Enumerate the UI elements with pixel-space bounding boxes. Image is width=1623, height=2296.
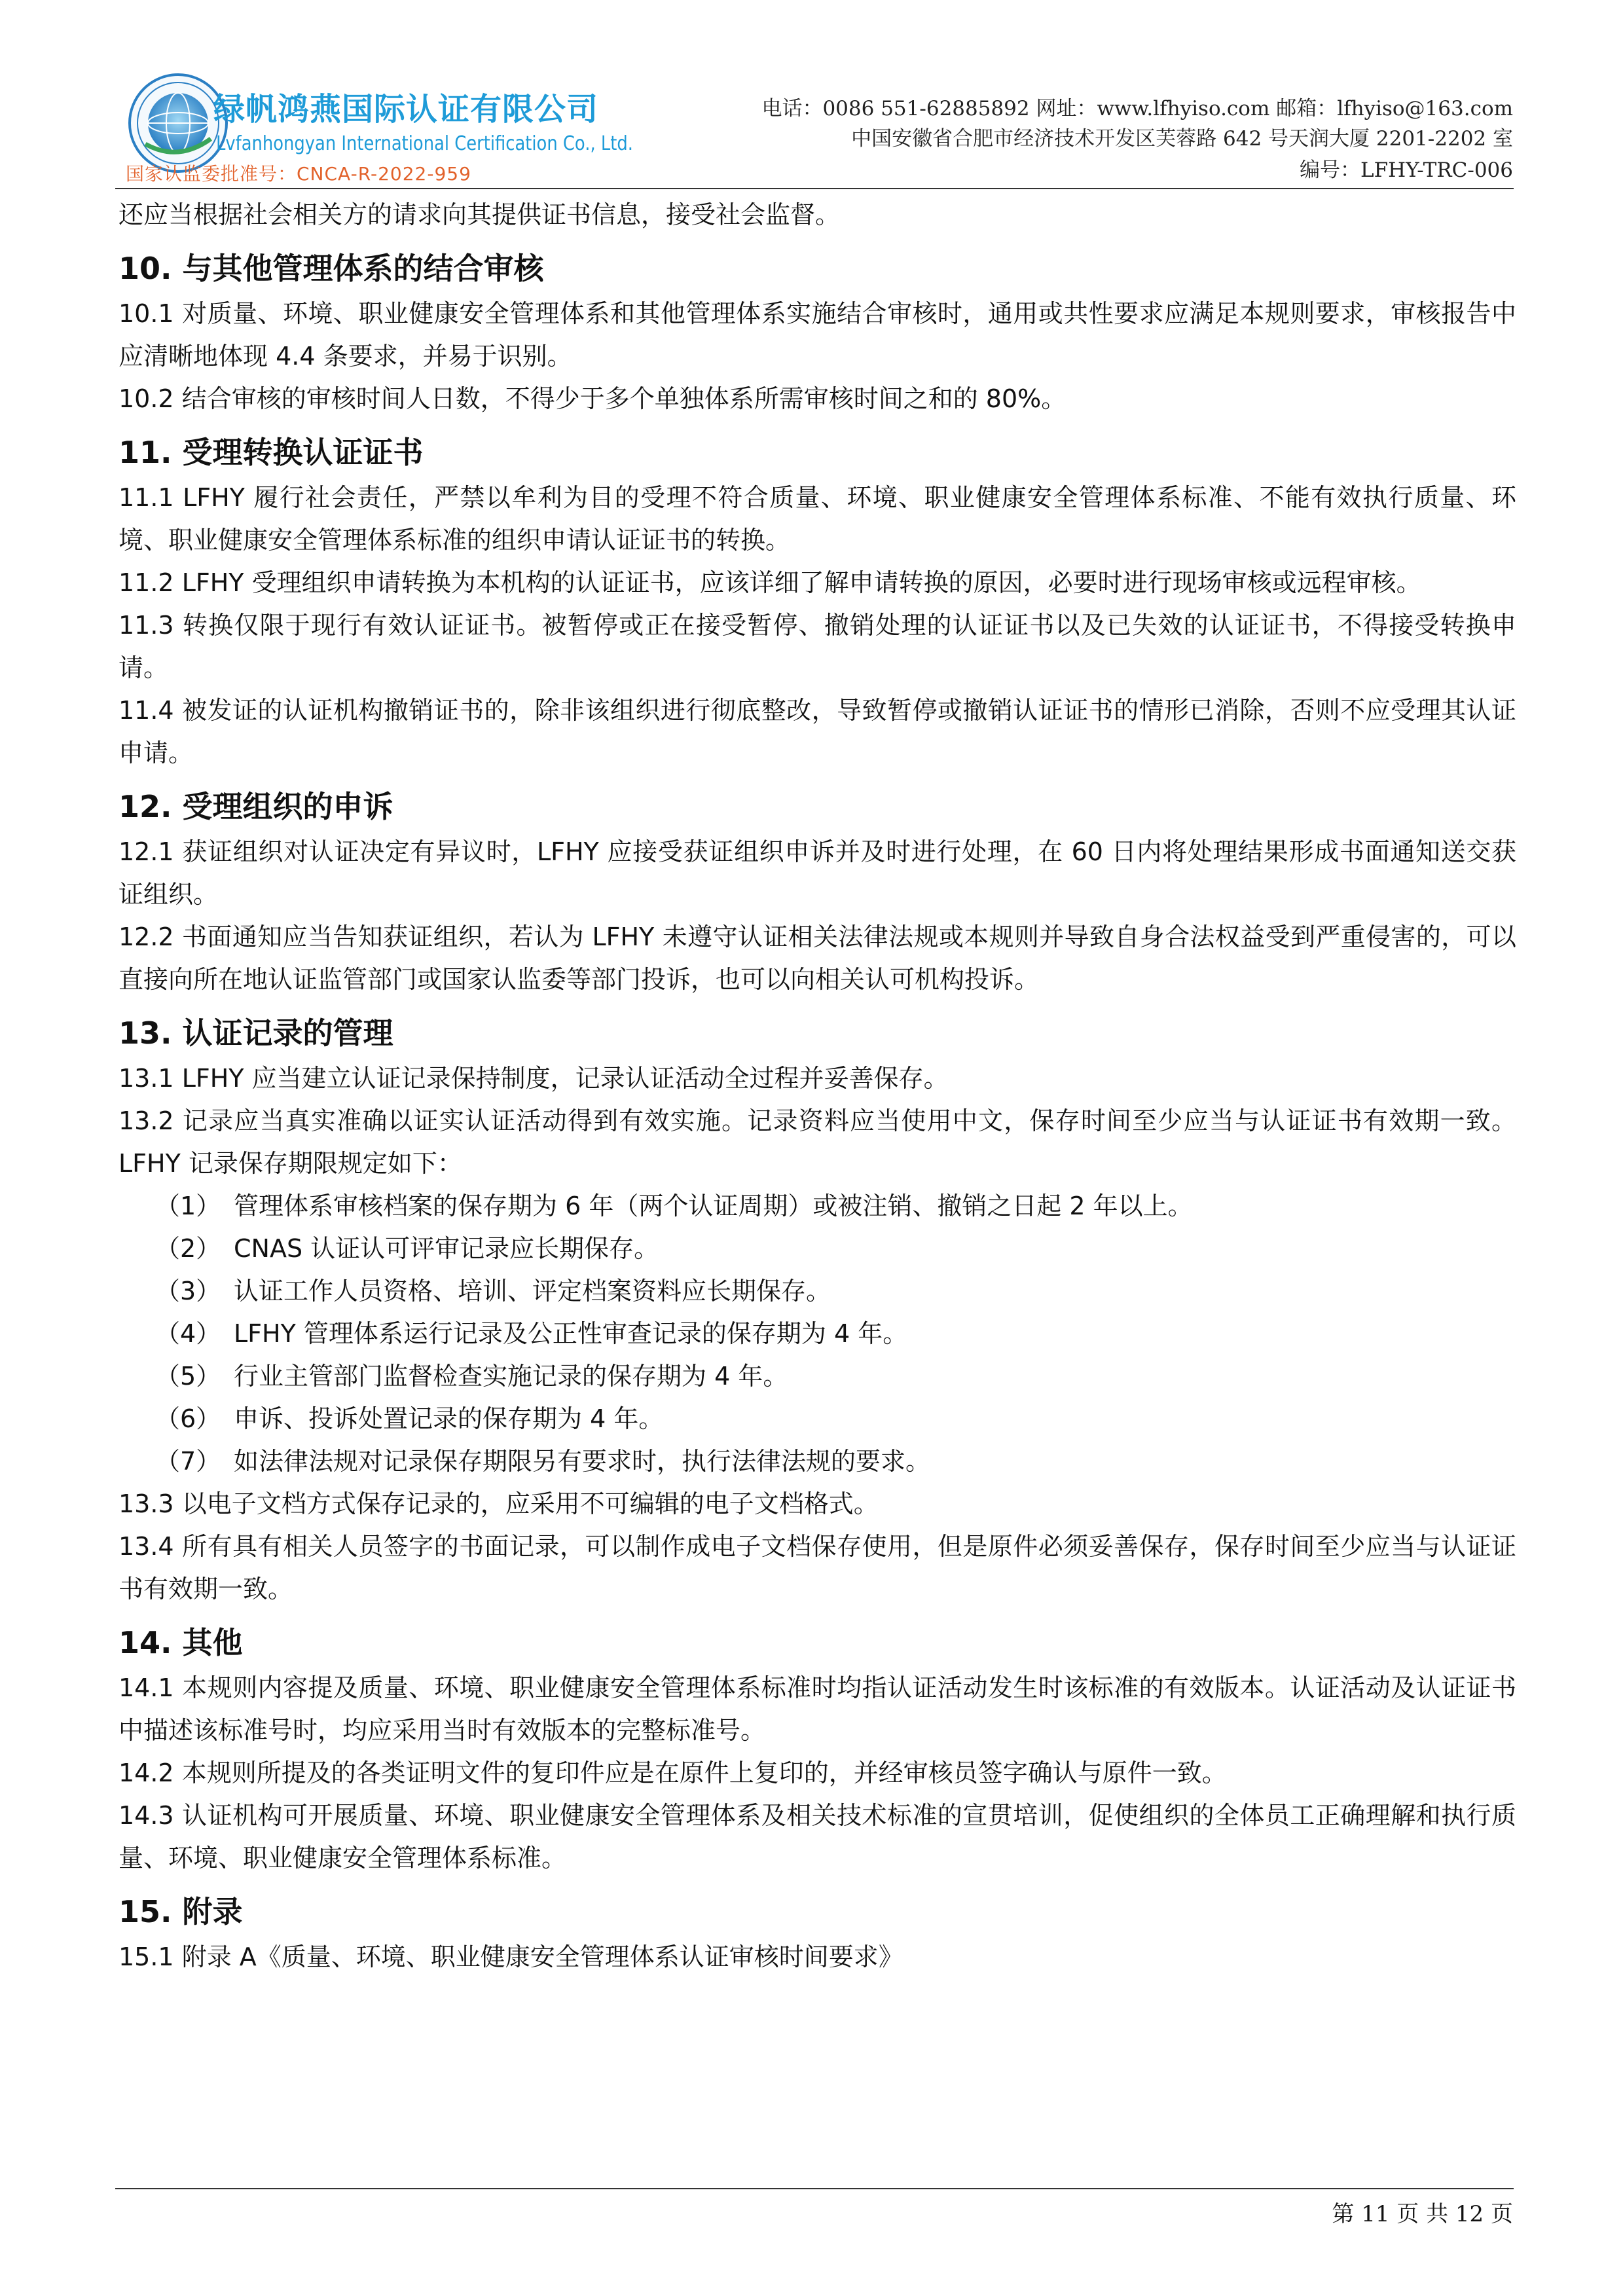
section-15-heading: 15. 附录 [119,1894,243,1929]
continuation-paragraph: 还应当根据社会相关方的请求向其提供证书信息，接受社会监督。 [119,200,841,229]
clause-12-2: 12.2 书面通知应当告知获证组织，若认为 LFHY 未遵守认证相关法律法规或本规则并导致自身合法权益受到严重侵害的，可以直接向所在地认证监管部门或国家认监委等部门投诉，也可以向相关认可机构投诉。 [119,922,1516,994]
list-item: （1） 管理体系审核档案的保存期为 6 年（两个认证周期）或被注销、撤销之日起 2 年以上。 [155,1192,1193,1220]
clause-14-2: 14.2 本规则所提及的各类证明文件的复印件应是在原件上复印的，并经审核员签字确认与原件一致。 [119,1758,1227,1787]
section-12-heading: 12. 受理组织的申诉 [119,789,393,824]
list-item: （7） 如法律法规对记录保存期限另有要求时，执行法律法规的要求。 [155,1447,931,1476]
document-body [119,194,1516,1978]
footer-divider [115,2188,1514,2189]
header-divider [115,188,1514,189]
list-item: （3） 认证工作人员资格、培训、评定档案资料应长期保存。 [155,1277,831,1305]
page-header [0,0,1623,196]
clause-13-4: 13.4 所有具有相关人员签字的书面记录，可以制作成电子文档保存使用，但是原件必须妥善保存，保存时间至少应当与认证证书有效期一致。 [119,1532,1516,1603]
list-item: （6） 申诉、投诉处置记录的保存期为 4 年。 [155,1404,664,1433]
clause-11-1: 11.1 LFHY 履行社会责任，严禁以牟利为目的受理不符合质量、环境、职业健康安全管理体系标准、不能有效执行质量、环境、职业健康安全管理体系标准的组织申请认证证书的转换。 [119,483,1516,555]
clause-14-1: 14.1 本规则内容提及质量、环境、职业健康安全管理体系标准时均指认证活动发生时该标准的有效版本。认证活动及认证证书中描述该标准号时，均应采用当时有效版本的完整标准号。 [119,1673,1516,1745]
clause-11-2: 11.2 LFHY 受理组织申请转换为本机构的认证证书，应该详细了解申请转换的原因，必要时进行现场审核或远程审核。 [119,568,1421,597]
clause-11-4: 11.4 被发证的认证机构撤销证书的，除非该组织进行彻底整改，导致暂停或撤销认证证书的情形已消除，否则不应受理其认证申请。 [119,696,1516,767]
clause-10-1: 10.1 对质量、环境、职业健康安全管理体系和其他管理体系实施结合审核时，通用或共性要求应满足本规则要求，审核报告中应清晰地体现 4.4 条要求，并易于识别。 [119,299,1516,371]
page-number: 第 11 页 共 12 页 [1332,2201,1513,2227]
document-number: 编号：LFHY-TRC-006 [1300,158,1513,182]
clause-11-3: 11.3 转换仅限于现行有效认证证书。被暂停或正在接受暂停、撤销处理的认证证书以及已失效的认证证书，不得接受转换申请。 [119,611,1516,682]
company-name-en: Lvfanhongyan International Certification Co., Ltd. [216,132,633,155]
list-item: （4） LFHY 管理体系运行记录及公正性审查记录的保存期为 4 年。 [155,1319,908,1348]
clause-14-3: 14.3 认证机构可开展质量、环境、职业健康安全管理体系及相关技术标准的宣贯培训，促使组织的全体员工正确理解和执行质量、环境、职业健康安全管理体系标准。 [119,1801,1516,1872]
list-item: （5） 行业主管部门监督检查实施记录的保存期为 4 年。 [155,1362,788,1391]
section-13-heading: 13. 认证记录的管理 [119,1015,393,1051]
clause-12-1: 12.1 获证组织对认证决定有异议时，LFHY 应接受获证组织申诉并及时进行处理，在 60 日内将处理结果形成书面通知送交获证组织。 [119,837,1516,909]
list-item: （2） CNAS 认证认可评审记录应长期保存。 [155,1234,659,1263]
contact-info: 电话：0086 551-62885892 网址：www.lfhyiso.com 邮箱：lfhyiso@163.com [761,97,1513,120]
section-11-heading: 11. 受理转换认证证书 [119,435,424,470]
clause-13-1: 13.1 LFHY 应当建立认证记录保持制度，记录认证活动全过程并妥善保存。 [119,1064,949,1093]
clause-13-2: 13.2 记录应当真实准确以证实认证活动得到有效实施。记录资料应当使用中文，保存时间至少应当与认证证书有效期一致。LFHY 记录保存期限规定如下： [119,1106,1516,1178]
clause-15-1: 15.1 附录 A《质量、环境、职业健康安全管理体系认证审核时间要求》 [119,1942,903,1971]
section-10-heading: 10. 与其他管理体系的结合审核 [119,251,544,286]
section-14-heading: 14. 其他 [119,1625,243,1660]
clause-13-3: 13.3 以电子文档方式保存记录的，应采用不可编辑的电子文档格式。 [119,1489,879,1518]
company-address: 中国安徽省合肥市经济技术开发区芙蓉路 642 号天润大厦 2201-2202 室 [851,127,1513,151]
clause-10-2: 10.2 结合审核的审核时间人日数，不得少于多个单独体系所需审核时间之和的 80%。 [119,384,1067,413]
company-name-cn: 绿帆鸿燕国际认证有限公司 [213,91,599,128]
approval-number: 国家认监委批准号：CNCA-R-2022-959 [126,163,471,185]
